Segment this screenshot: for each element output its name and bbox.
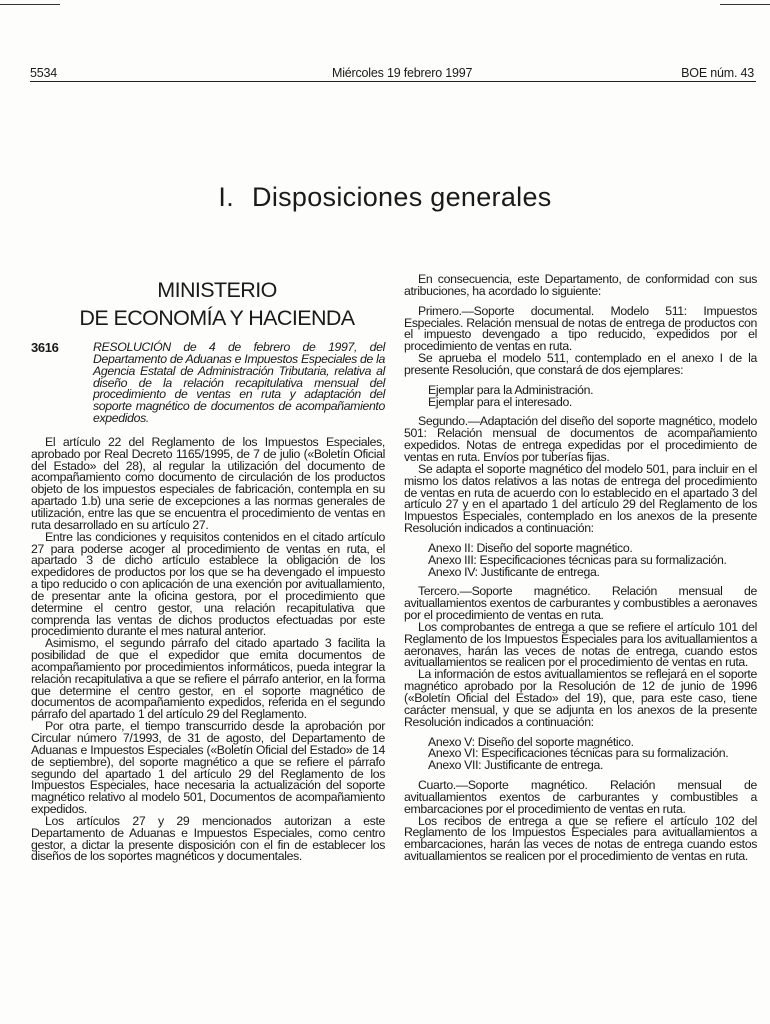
section-title (0, 182, 770, 213)
top-right-rule (720, 4, 770, 5)
top-left-rule (0, 4, 60, 5)
paragraph: Los comprobantes de entrega a que se refiere el artículo 101 del Reglamento de los Impuestos Especiales para los avituallamientos a aeronaves, harán las veces de notas de entrega, cuando estos avituallamientos se realicen por el procedimiento de ventas en ruta. (404, 619, 757, 670)
paragraph: Por otra parte, el tiempo transcurrido desde la aprobación por Circular número 7/1993, de 31 de agosto, del Departamento de Aduanas e Impuestos Especiales («Boletín Oficial del Estado» de 14 de septiembre), del soporte magnético a que se refiere el párrafo segundo del apartado 1 del artículo 29 del Reglamento de los Impuestos Especiales, hace necesaria la actualización del soporte magnético relativo al modelo 501, Documentos de acompañamiento expedidos. (31, 719, 385, 817)
list-item: Anexo III: Especificaciones técnicas para su formalización. (428, 552, 727, 567)
ministry-line-1: MINISTERIO (157, 278, 277, 302)
paragraph: Los artículos 27 y 29 mencionados autorizan a este Departamento de Aduanas e Impuestos Especiales, como centro gestor, a dictar la presente disposición con el fin de establecer los diseños de los soportes magnéticos y documentales. (31, 813, 385, 864)
journal-issue: BOE núm. 43 (681, 66, 754, 80)
paragraph: Entre las condiciones y requisitos contenidos en el citado artículo 27 para poderse acoger al procedimiento de ventas en ruta, el apartado 3 de dicho artículo establece la obligación de los expedidores de productos por los que se ha devengado el impuesto a tipo reducido o con aplicación de una exención por avituallamiento, de presentar ante la oficina gestora, por el procedimiento que determine el centro gestor, una relación recapitulativa que comprenda las ventas de dichos productos efectuadas por este procedimiento durante el mes natural anterior. (31, 529, 385, 639)
paragraph: Asimismo, el segundo párrafo del citado apartado 3 facilita la posibilidad de que el expedidor que emita documentos de acompañamiento por procedimientos informáticos, pueda integrar la relación recapitulativa a que se refiere el párrafo anterior, en la forma que determine el centro gestor, en el soporte magnético de documentos de acompañamiento expedidos, referida en el segundo párrafo del apartado 1 del artículo 29 del Reglamento. (31, 636, 385, 722)
list-item: Anexo IV: Justificante de entrega. (428, 564, 600, 579)
paragraph: Se adapta el soporte magnético del modelo 501, para incluir en el mismo los datos relativos a las notas de entrega del procedimiento de ventas en ruta de acuerdo con lo establecido en el apartado 3 del artículo 27 y en el apartado 1 del artículo 29 del Reglamento de los Impuestos Especiales, contemplado en los anexos de la presente Resolución indicados a continuación: (404, 461, 757, 536)
resolution-lead: RESOLUCIÓN (93, 340, 171, 354)
intro-paragraph: En consecuencia, este Departamento, de conformidad con sus atribuciones, ha acordado lo siguiente: (404, 272, 757, 298)
paragraph-segundo: Segundo.—Adaptación del diseño del soporte magnético, modelo 501: Relación mensual de documentos de acompañamiento expedidos. Notas de entrega expedidas por el procedimiento de ventas en ruta. Envíos por tuberías fijas. (404, 414, 757, 464)
section-name: Disposiciones generales (252, 182, 552, 212)
ministry-heading (49, 276, 385, 332)
header-rule (30, 81, 756, 82)
list-item: Anexo VII: Justificante de entrega. (428, 758, 604, 773)
paragraph-cuarto: Cuarto.—Soporte magnético. Relación mensual de avituallamientos exentos de carburantes y combustibles a embarcaciones por el procedimiento de ventas en ruta. (404, 778, 757, 816)
paragraph: La información de estos avituallamientos se reflejará en el soporte magnético aprobado por la Resolución de 12 de junio de 1996 («Boletín Oficial del Estado» del 19), que, para este caso, tiene carácter mensual, y que se adjunta en los anexos de la presente Resolución indicados a continuación: (404, 667, 757, 729)
list-item: Ejemplar para la Administración. (428, 382, 594, 397)
section-number: I. (218, 182, 235, 212)
resolution-block (31, 342, 385, 425)
list-item: Anexo V: Diseño del soporte magnético. (428, 734, 634, 749)
resolution-number: 3616 (31, 340, 59, 355)
ministry-line-2: DE ECONOMÍA Y HACIENDA (79, 306, 355, 330)
paragraph: Se aprueba el modelo 511, contemplado en el anexo I de la presente Resolución, que constará de dos ejemplares: (404, 351, 757, 377)
resolution-title-text: de 4 de febrero de 1997, del Departamento de Aduanas e Impuestos Especiales de la Agencia Estatal de Administración Tributaria, relativa al diseño de la relación recapitulativa mensual del procedimiento de ventas en ruta y adaptación del soporte magnético de documentos de acompañamiento expedidos. (93, 340, 385, 426)
issue-date: Miércoles 19 febrero 1997 (332, 66, 473, 80)
list-item: Anexo VI: Especificaciones técnicas para su formalización. (428, 746, 729, 761)
right-column (404, 274, 757, 863)
page-number: 5534 (30, 66, 58, 80)
resolution-title (93, 342, 385, 425)
page-header (30, 66, 756, 82)
paragraph: Los recibos de entrega a que se refiere el artículo 102 del Reglamento de los Impuestos Especiales para avituallamientos a embarcaciones, harán las veces de notas de entrega cuando estos avituallamientos se realicen por el procedimiento de ventas en ruta. (404, 813, 757, 864)
paragraph-primero: Primero.—Soporte documental. Modelo 511: Impuestos Especiales. Relación mensual de notas de entrega de productos con el impuesto devengado a tipo reducido, expedidos por el procedimiento de ventas en ruta. (404, 303, 757, 354)
paragraph-tercero: Tercero.—Soporte magnético. Relación mensual de avituallamientos exentos de carburantes y combustibles a aeronaves por el procedimiento de ventas en ruta. (404, 584, 757, 623)
list-item: Ejemplar para el interesado. (428, 394, 572, 409)
paragraph: El artículo 22 del Reglamento de los Impuestos Especiales, aprobado por Real Decreto 1165/1995, de 7 de julio («Boletín Oficial del Estado» del 28), al regular la utilización del documento de acompañamiento como documento de circulación de los productos objeto de los impuestos especiales de fabricación, contempla en su apartado 1.b) una serie de excepciones a las normas generales de utilización, entre las que se encuentra el procedimiento de ventas en ruta desarrollado en su artículo 27. (31, 434, 385, 532)
left-column (31, 260, 385, 863)
list-item: Anexo II: Diseño del soporte magnético. (428, 540, 633, 555)
